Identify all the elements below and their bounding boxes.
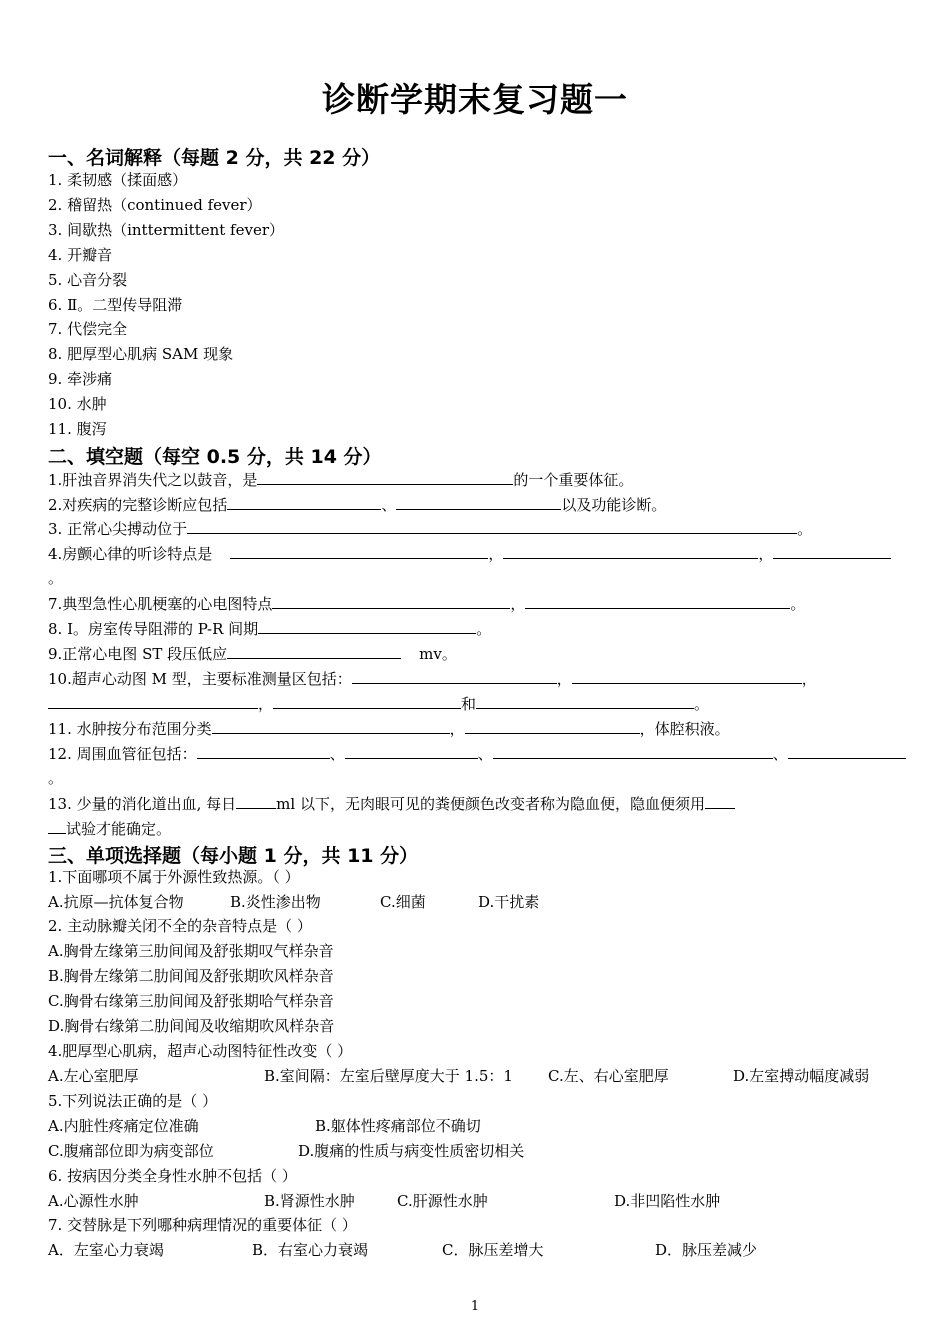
answer-blank[interactable] xyxy=(705,793,735,809)
answer-blank[interactable] xyxy=(493,743,773,759)
choice-option[interactable]: C.肝源性水肿 xyxy=(397,1192,488,1210)
choice-question-stem: 1.下面哪项不属于外源性致热源。（ ） xyxy=(48,868,300,886)
page-title: 诊断学期末复习题一 xyxy=(322,80,628,119)
choice-option[interactable]: C.胸骨右缘第三肋间闻及舒张期哈气样杂音 xyxy=(48,992,334,1010)
answer-blank[interactable] xyxy=(345,743,478,759)
question-text: 。 xyxy=(797,520,813,538)
answer-blank[interactable] xyxy=(187,518,797,534)
choice-option[interactable]: A.心源性水肿 xyxy=(48,1192,139,1210)
choice-question-stem: 7. 交替脉是下列哪种病理情况的重要体征（ ） xyxy=(48,1216,357,1234)
answer-blank[interactable] xyxy=(227,494,381,510)
question-text: 和 xyxy=(461,695,477,713)
separator: 、 xyxy=(381,496,397,514)
choice-option[interactable]: D.左室搏动幅度减弱 xyxy=(733,1067,870,1085)
question-text: 1.肝浊音界消失代之以鼓音，是 xyxy=(48,471,258,489)
answer-blank[interactable] xyxy=(465,718,640,734)
question-text: 。 xyxy=(694,695,710,713)
answer-blank[interactable] xyxy=(257,469,513,485)
answer-blank[interactable] xyxy=(396,494,561,510)
choice-option[interactable]: D．脉压差减少 xyxy=(655,1241,758,1259)
fill-question-13 xyxy=(48,793,735,814)
list-item: 5. 心音分裂 xyxy=(48,271,128,289)
fill-question-10 xyxy=(48,668,817,689)
fill-question-3 xyxy=(48,518,812,539)
section-2-heading: 二、填空题（每空 0.5 分，共 14 分） xyxy=(48,446,382,468)
fill-question-10-continued xyxy=(48,693,709,714)
question-text: 试验才能确定。 xyxy=(66,820,172,838)
choice-option[interactable]: A.内脏性疼痛定位准确 xyxy=(48,1117,199,1135)
answer-blank[interactable] xyxy=(258,618,476,634)
section-3-heading: 三、单项选择题（每小题 1 分，共 11 分） xyxy=(48,845,419,867)
question-text: 的一个重要体征。 xyxy=(513,471,634,489)
answer-blank[interactable] xyxy=(212,718,450,734)
question-text: 4.房颤心律的听诊特点是 xyxy=(48,545,213,563)
answer-blank[interactable] xyxy=(197,743,330,759)
choice-question-stem: 2. 主动脉瓣关闭不全的杂音特点是（ ） xyxy=(48,917,312,935)
separator: ， xyxy=(488,545,504,563)
list-item: 8. 肥厚型心肌病 SAM 现象 xyxy=(48,345,234,363)
question-text: 。 xyxy=(476,620,492,638)
question-text: 7.典型急性心肌梗塞的心电图特点 xyxy=(48,595,273,613)
choice-option[interactable]: A．左室心力衰竭 xyxy=(48,1241,164,1259)
answer-blank[interactable] xyxy=(788,743,906,759)
question-text: mv。 xyxy=(419,645,457,663)
choice-option[interactable]: A.胸骨左缘第三肋间闻及舒张期叹气样杂音 xyxy=(48,942,334,960)
fill-question-8 xyxy=(48,618,491,639)
choice-option[interactable]: C.细菌 xyxy=(380,893,426,911)
separator: ， xyxy=(801,670,817,688)
choice-option[interactable]: A.左心室肥厚 xyxy=(48,1067,139,1085)
choice-question-stem: 4.肥厚型心肌病，超声心动图特征性改变（ ） xyxy=(48,1042,353,1060)
fill-question-13-continued xyxy=(48,818,171,839)
question-text: 。 xyxy=(790,595,806,613)
choice-option[interactable]: B.炎性渗出物 xyxy=(230,893,321,911)
answer-blank[interactable] xyxy=(476,693,694,709)
separator: 、 xyxy=(329,745,345,763)
choice-option[interactable]: A.抗原—抗体复合物 xyxy=(48,893,184,911)
list-item: 4. 开瓣音 xyxy=(48,246,113,264)
answer-blank[interactable] xyxy=(273,693,461,709)
list-item: 10. 水肿 xyxy=(48,395,107,413)
fill-question-11 xyxy=(48,718,730,739)
choice-option[interactable]: C.左、右心室肥厚 xyxy=(548,1067,669,1085)
separator: 、 xyxy=(477,745,493,763)
question-text: 12. 周围血管征包括： xyxy=(48,745,197,763)
choice-option[interactable]: C．脉压差增大 xyxy=(442,1241,544,1259)
fill-question-1 xyxy=(48,469,633,490)
list-item: 11. 腹泻 xyxy=(48,420,107,438)
separator: 、 xyxy=(772,745,788,763)
answer-blank[interactable] xyxy=(48,818,66,834)
list-item: 7. 代偿完全 xyxy=(48,320,128,338)
answer-blank[interactable] xyxy=(503,543,758,559)
choice-option[interactable]: C.腹痛部位即为病变部位 xyxy=(48,1142,214,1160)
answer-blank[interactable] xyxy=(352,668,557,684)
answer-blank[interactable] xyxy=(773,543,891,559)
list-item: 9. 牵涉痛 xyxy=(48,370,113,388)
separator: ， xyxy=(758,545,774,563)
answer-blank[interactable] xyxy=(227,643,401,659)
fill-question-12 xyxy=(48,743,906,764)
question-text: ml 以下，无肉眼可见的粪便颜色改变者称为隐血便，隐血便须用 xyxy=(276,795,705,813)
list-item: 2. 稽留热（continued fever） xyxy=(48,196,262,214)
question-text: 8. Ⅰ。房室传导阻滞的 P-R 间期 xyxy=(48,620,259,638)
question-end-mark: 。 xyxy=(48,769,64,787)
question-text: 10.超声心动图 M 型，主要标准测量区包括： xyxy=(48,670,352,688)
fill-question-7 xyxy=(48,593,805,614)
answer-blank[interactable] xyxy=(236,793,276,809)
choice-option[interactable]: B.室间隔：左室后壁厚度大于 1.5：1 xyxy=(264,1067,513,1085)
choice-option[interactable]: B．右室心力衰竭 xyxy=(252,1241,369,1259)
list-item: 6. Ⅱ。二型传导阻滞 xyxy=(48,296,183,314)
question-text: 13. 少量的消化道出血, 每日 xyxy=(48,795,237,813)
list-item: 1. 柔韧感（揉面感） xyxy=(48,171,188,189)
page-number: 1 xyxy=(470,1299,480,1314)
question-text: 9.正常心电图 ST 段压低应 xyxy=(48,645,228,663)
choice-option[interactable]: B.胸骨左缘第二肋间闻及舒张期吹风样杂音 xyxy=(48,967,334,985)
question-text: ，体腔积液。 xyxy=(639,720,730,738)
fill-question-2 xyxy=(48,494,666,515)
fill-question-4 xyxy=(48,543,891,564)
question-text: 以及功能诊断。 xyxy=(561,496,667,514)
answer-blank[interactable] xyxy=(230,543,488,559)
separator: ， xyxy=(556,670,572,688)
answer-blank[interactable] xyxy=(272,593,510,609)
choice-question-stem: 6. 按病因分类全身性水肿不包括（ ） xyxy=(48,1167,297,1185)
choice-option[interactable]: B.躯体性疼痛部位不确切 xyxy=(315,1117,481,1135)
section-1-heading: 一、名词解释（每题 2 分，共 22 分） xyxy=(48,147,381,169)
question-end-mark: 。 xyxy=(48,569,64,587)
separator: ， xyxy=(258,695,274,713)
choice-option[interactable]: D.干扰素 xyxy=(478,893,540,911)
question-text: 2.对疾病的完整诊断应包括 xyxy=(48,496,228,514)
answer-blank[interactable] xyxy=(525,593,790,609)
fill-question-9 xyxy=(48,643,457,664)
answer-blank[interactable] xyxy=(572,668,802,684)
list-item: 3. 间歇热（inttermittent fever） xyxy=(48,221,285,239)
choice-option[interactable]: D.胸骨右缘第二肋间闻及收缩期吹风样杂音 xyxy=(48,1017,335,1035)
question-text: 11. 水肿按分布范围分类 xyxy=(48,720,212,738)
answer-blank[interactable] xyxy=(48,693,258,709)
separator: ， xyxy=(449,720,465,738)
question-text: 3. 正常心尖搏动位于 xyxy=(48,520,188,538)
choice-option[interactable]: D.非凹陷性水肿 xyxy=(614,1192,721,1210)
separator: ， xyxy=(510,595,526,613)
choice-option[interactable]: B.肾源性水肿 xyxy=(264,1192,355,1210)
choice-question-stem: 5.下列说法正确的是（ ） xyxy=(48,1092,218,1110)
choice-option[interactable]: D.腹痛的性质与病变性质密切相关 xyxy=(298,1142,525,1160)
